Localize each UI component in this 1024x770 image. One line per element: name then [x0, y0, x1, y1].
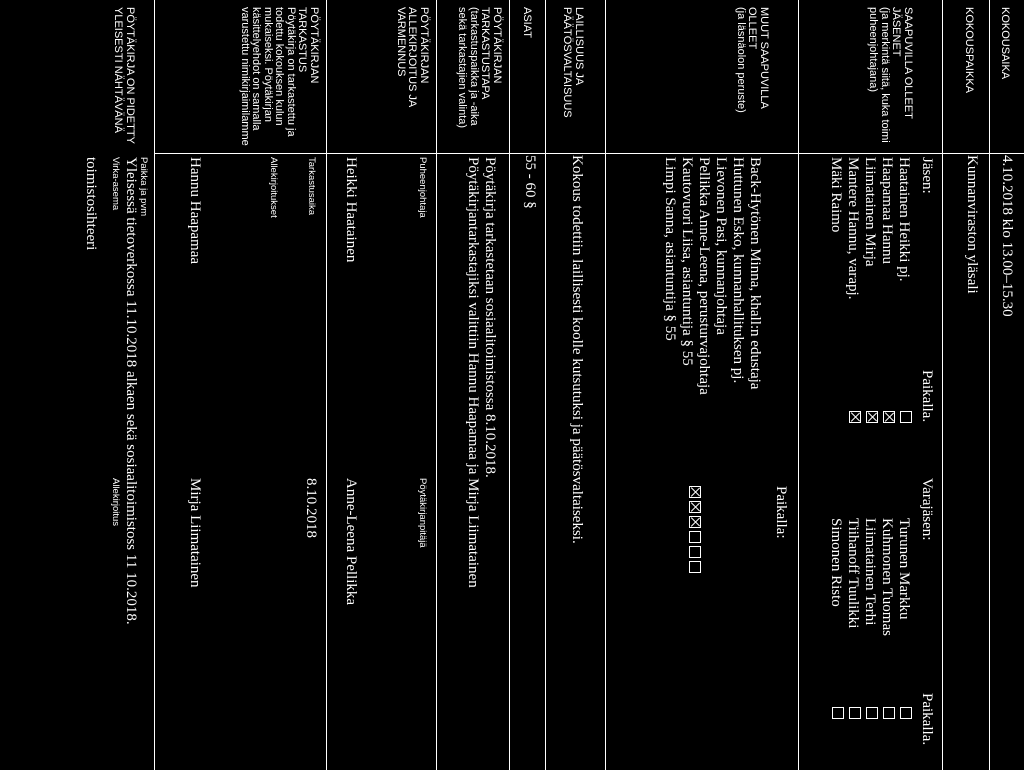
- items-label: ASIAT: [521, 7, 533, 38]
- place-caption: Paikka ja pvm: [138, 157, 149, 217]
- legality-value: Kokous todettiin laillisesti koolle kutsutuksi ja päätösvaltaiseksi.: [569, 155, 585, 544]
- meeting-time-label: KOKOUSAIKA: [999, 7, 1011, 80]
- review-caption: [239, 7, 320, 147]
- attendee-name: Lievonen Pasi, kunnanjohtaja: [713, 157, 729, 335]
- present-members-row: [798, 0, 943, 770]
- review-time-caption: Tarkastusaika: [306, 157, 317, 216]
- signatures-label: PÖYTÄKIRJAN ALLEKIRJOITUS JA VARMENNUS: [395, 7, 430, 107]
- chair-name: Heikki Haatainen: [343, 157, 359, 263]
- reviewer-1: Hannu Haapamaa: [187, 157, 203, 265]
- deputy-name: Turunen Markku: [896, 518, 912, 620]
- meeting-time-value: 4.10.2018 klo 13.00–15.30: [999, 155, 1015, 317]
- deputies-list: [827, 518, 912, 636]
- public-display-label: PÖYTÄKIRJA ON PIDETTY YLEISESTI NÄHTÄVÄNÄ: [112, 7, 136, 144]
- attendee-present-unchecked-icon: [689, 531, 701, 543]
- members-checkboxes: [844, 411, 912, 426]
- attendee-name: Back-Hytönen Minna, khall:n edustaja: [747, 157, 763, 390]
- attendee-present-checked-icon: [689, 486, 701, 498]
- items-value: 55 - 60 §: [522, 155, 538, 209]
- review-method-label: PÖYTÄKIRJAN TARKASTUSTAPA: [479, 7, 503, 100]
- other-attendees-present-header: Paikalla:: [773, 486, 789, 539]
- deputy-present-unchecked-icon: [849, 707, 861, 719]
- public-display-row: [0, 0, 155, 770]
- other-attendees-row: [605, 0, 799, 770]
- review-method-caption: [456, 7, 502, 147]
- attendee-present-checked-icon: [689, 501, 701, 513]
- deputy-present-unchecked-icon: [866, 707, 878, 719]
- deputy-present-unchecked-icon: [832, 707, 844, 719]
- present-members-note: (ja merkintä siitä, kuka toimi puheenjohtajana): [867, 7, 891, 143]
- members-header: Jäsen:: [919, 157, 935, 194]
- member-present-checked-icon: [883, 411, 895, 423]
- attendee-name: Pellikka Anne-Leena, perusturvajohtaja: [696, 157, 712, 395]
- review-method-note: (tarkastuspaikka ja -aika sekä tarkastajien valinta): [456, 7, 480, 129]
- deputy-present-unchecked-icon: [883, 707, 895, 719]
- other-attendees-note: (ja läsnäolon peruste): [735, 7, 747, 113]
- member-name: Liimatainen Mirja: [862, 157, 878, 267]
- other-attendees-checkboxes: [685, 486, 703, 576]
- review-row: [154, 0, 327, 770]
- reviewer-2: Mirja Liimatainen: [187, 478, 203, 588]
- attendee-name: Huttunen Esko, kunnanhallituksen pj.: [730, 157, 746, 384]
- secretary-caption: Pöytäkirjanpitäjä: [417, 478, 428, 548]
- other-attendees-caption: [735, 7, 770, 147]
- members-present-header: Paikalla.: [919, 370, 935, 423]
- member-name: Haapamaa Hannu: [879, 157, 895, 265]
- attendee-name: Limpi Sanna, asiantuntija § 55: [662, 157, 678, 341]
- deputy-name: Simonen Risto: [828, 518, 844, 607]
- present-members-caption: [867, 7, 913, 147]
- meeting-place-row: [942, 0, 990, 770]
- meeting-place-value: Kunnanviraston yläsali: [964, 155, 980, 294]
- present-members-label: SAAPUVILLA OLLEET JÄSENET: [890, 7, 914, 119]
- items-row: [509, 0, 546, 770]
- review-method-line2: Pöytäkirjantarkastajiksi valittiin Hannu Haapamaa ja Mirja Liimatainen: [465, 157, 481, 588]
- meeting-place-label: KOKOUSPAIKKA: [963, 7, 975, 93]
- signature-caption: Allekirjoitus: [110, 478, 121, 527]
- deputy-name: Liimatainen Terhi: [862, 518, 878, 626]
- member-name: Mantere Hannu, varapj.: [845, 157, 861, 300]
- deputies-header: Varajäsen:: [919, 478, 935, 541]
- legality-label: LAILLISUUS JA PÄÄTÖSVALTAISUUS: [561, 7, 585, 118]
- office-value: toimistosihteeri: [83, 157, 99, 251]
- other-attendees-list: [661, 157, 763, 395]
- legality-row: [545, 0, 606, 770]
- other-attendees-label: MUUT SAAPUVILLA OLLEET: [746, 7, 770, 109]
- review-label: PÖYTÄKIRJAN TARKASTUS: [296, 7, 320, 84]
- members-list: [827, 157, 912, 299]
- member-name: Mäki Raimo: [828, 157, 844, 233]
- deputies-present-header: Paikalla.: [919, 693, 935, 746]
- attendee-name: Kautovuori Liisa, asiantuntija § 55: [679, 157, 695, 366]
- member-present-checked-icon: [866, 411, 878, 423]
- deputy-present-unchecked-icon: [900, 707, 912, 719]
- column-divider: [155, 153, 1024, 154]
- secretary-name: Anne-Leena Pellikka: [343, 478, 359, 606]
- review-note: Pöytäkirja on tarkastettu ja todettu kokouksen kulun mukaiseksi. Pöytäkirjan käsittelyehdot on samalla varustettu nimikirjaimilamme: [239, 7, 297, 146]
- place-value: Yleisessä tietoverkossa 11.10.2018 alkaen sekä sosiaalitoimistoss 11 10.2018.: [123, 157, 139, 625]
- member-name: Haatainen Heikki pj.: [896, 157, 912, 282]
- deputy-name: Tiihanoff Tuulikki: [845, 518, 861, 629]
- signatures-row: [326, 0, 437, 770]
- chair-caption: Puheenjohtaja: [417, 157, 428, 218]
- attendee-present-unchecked-icon: [689, 546, 701, 558]
- attendee-present-unchecked-icon: [689, 561, 701, 573]
- review-method-row: [436, 0, 510, 770]
- review-signatures-caption: Allekirjoitukset: [268, 157, 279, 218]
- member-present-unchecked-icon: [900, 411, 912, 423]
- member-present-checked-icon: [849, 411, 861, 423]
- meeting-time-row: [989, 0, 1024, 770]
- deputies-checkboxes: [827, 707, 912, 722]
- deputy-name: Kuhmonen Tuomas: [879, 518, 895, 636]
- review-date: 8.10.2018: [303, 478, 319, 538]
- office-caption: Virka-asema: [110, 157, 121, 211]
- review-method-line1: Pöytäkirja tarkastetaan sosiaalitoimistossa 8.10.2018.: [482, 157, 498, 478]
- attendee-present-checked-icon: [689, 516, 701, 528]
